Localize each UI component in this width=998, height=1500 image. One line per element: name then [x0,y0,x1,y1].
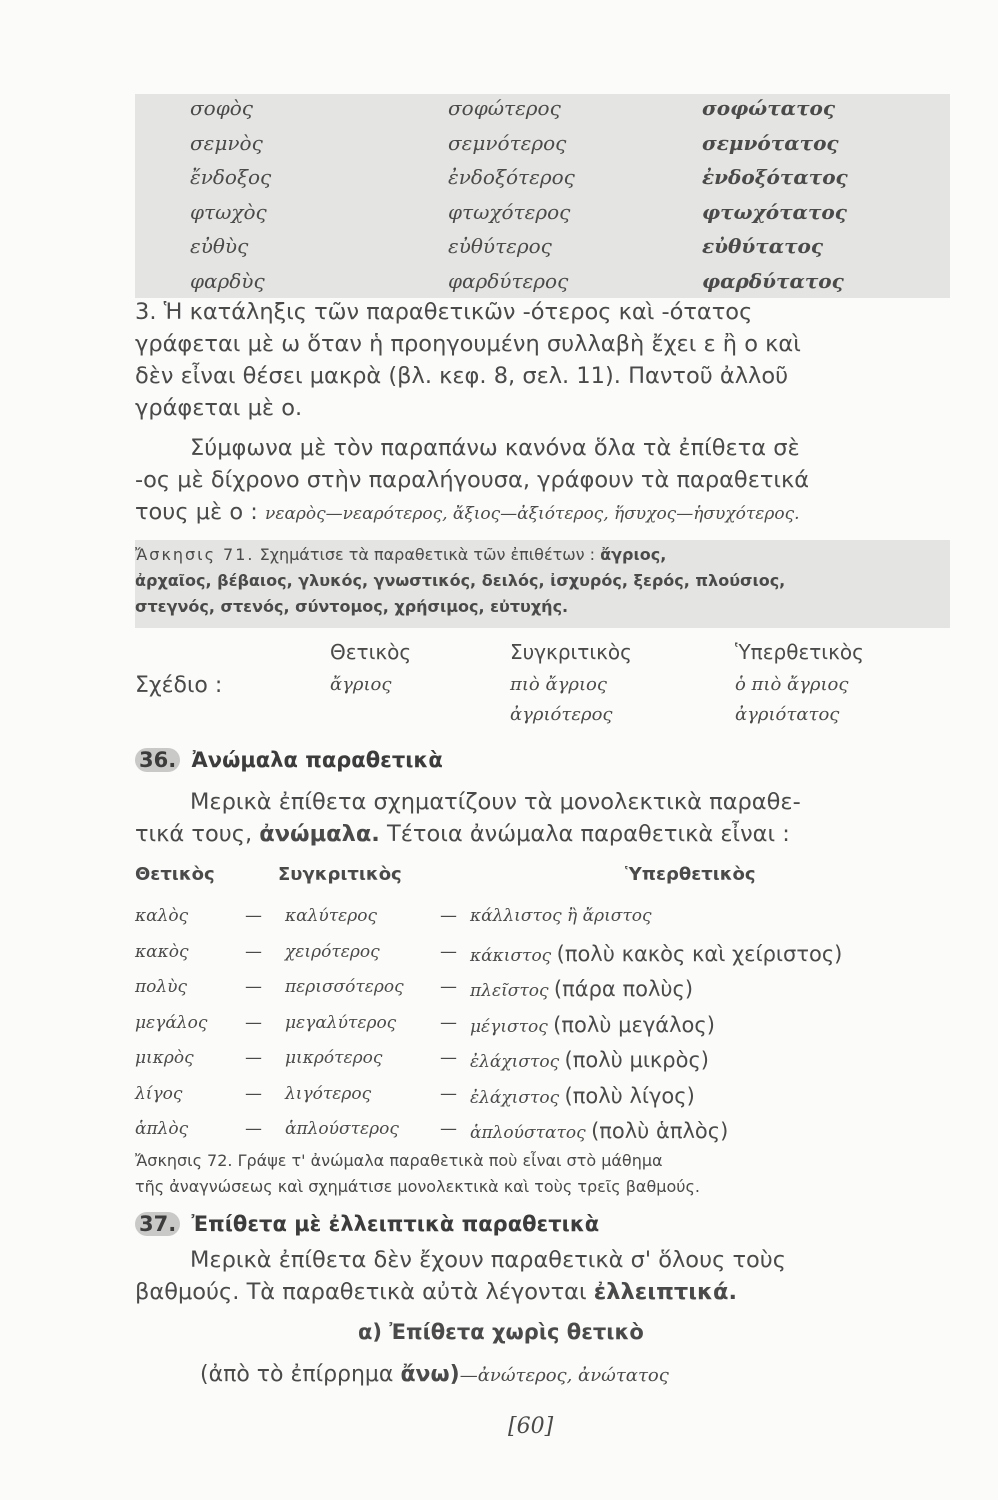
irregular-dash: — [440,977,457,997]
exercise-72-line-2: τῆς ἀναγνώσεως καὶ σχημάτισε μονολεκτικὰ καὶ τοὺς τρεῖς βαθμούς. [135,1177,700,1196]
irregular-superlative-cell [470,1013,715,1037]
irregular-superlative-cell [470,1084,695,1108]
schema-head-positive: Θετικὸς [330,640,412,664]
rule-3-line-4: γράφεται μὲ ο. [135,395,303,421]
section-36-line-2-prefix: τικά τους, [135,821,253,847]
irregular-dash: — [245,1012,262,1033]
comparison-table [190,96,848,303]
section-36-line-1: Μερικὰ ἐπίθετα σχηματίζουν τὰ μονολεκτικὰ παραθε- [190,789,801,815]
irregular-dash: — [440,1083,457,1104]
irregular-comparative: καλύτερος [285,906,378,926]
rule-3-paragraph [135,296,935,424]
comparison-row [190,130,839,166]
section-37-title: Ἐπίθετα μὲ ἐλλειπτικὰ παραθετικὰ [191,1212,600,1236]
irregular-superlative: ἐλάχιστος [470,1087,560,1108]
irregular-superlative-cell [470,977,693,1001]
comparison-positive: σεμνὸς [190,130,263,155]
conform-paragraph [135,432,935,530]
comparison-superlative: φαρδύτατος [702,268,844,293]
irregular-positive: πολὺς [135,977,188,997]
comparison-row [190,165,848,200]
comparison-comparative: εὐθύτερος [448,234,552,258]
section-37-paragraph [135,1244,935,1308]
irregular-positive: μεγάλος [135,1012,208,1033]
schema-comparative-2: ἀγριότερος [510,704,613,725]
comparison-positive: εὐθὺς [190,234,249,258]
comparison-superlative: εὐθύτατος [702,234,824,258]
section-37-line-2 [135,1276,935,1308]
irregular-dash: — [440,1048,457,1068]
irregular-dash: — [245,1083,262,1104]
conform-line-1: Σύμφωνα μὲ τὸν παραπάνω κανόνα ὅλα τὰ ἐπίθετα σὲ [190,435,800,461]
irregular-dash: — [440,1012,457,1033]
irregular-comparative: λιγότερος [285,1083,372,1104]
comparison-superlative: φτωχότατος [702,199,847,224]
irregular-head-positive: Θετικὸς [135,864,215,885]
exercise-71-words-1: ἄγριος, [600,545,667,564]
comparison-positive: σοφὸς [190,96,253,120]
irregular-positive: καλὸς [135,906,189,926]
exercise-72 [135,1148,935,1200]
section-36-line-2 [135,818,935,850]
irregular-note: (πολὺ μεγάλος) [553,1012,715,1037]
irregular-table [135,906,955,1155]
irregular-row [135,1013,955,1049]
irregular-dash: — [245,1119,262,1139]
schema-label: Σχέδιο : [135,673,223,698]
irregular-dash: — [245,906,262,926]
exercise-71-line-1 [135,542,935,568]
irregular-comparative: περισσότερος [285,977,404,997]
irregular-row [135,977,955,1013]
conform-line-3 [135,496,935,530]
irregular-dash: — [245,1048,262,1068]
comparison-row [190,96,836,131]
section-37-example-prefix: (ἀπὸ τὸ ἐπίρρημα [200,1362,394,1387]
exercise-71-text: Σχημάτισε τὰ παραθετικὰ τῶν ἐπιθέτων : [259,545,596,564]
comparison-comparative: σοφώτερος [448,96,561,120]
comparison-row [190,234,830,269]
section-36-term-anomala: ἀνώμαλα. [259,821,380,847]
irregular-superlative-cell [470,1048,709,1072]
section-37-term-elleiptika: ἐλλειπτικά. [593,1279,737,1305]
section-37-example-word: ἄνω) [400,1362,460,1387]
irregular-superlative-cell [470,942,842,966]
schema-head-superlative: Ὑπερθετικὸς [735,640,864,664]
comparison-comparative: σεμνότερος [448,130,567,155]
irregular-comparative: χειρότερος [285,941,380,962]
section-37-example-forms: —ἀνώτερος, ἀνώτατος [459,1365,669,1386]
section-37-subheading: α) Ἐπίθετα χωρὶς θετικὸ [358,1320,644,1344]
irregular-dash: — [245,977,262,997]
irregular-superlative-cell [470,906,652,926]
irregular-note: (πολὺ ἁπλὸς) [591,1119,729,1143]
irregular-row [135,1084,955,1120]
irregular-note: (πάρα πολὺς) [553,977,694,1001]
exercise-71 [135,542,935,620]
section-37-number: 37. [135,1212,180,1236]
section-36-title: Ἀνώμαλα παραθετικὰ [191,748,443,772]
irregular-note: (πολὺ μικρὸς) [564,1048,709,1072]
conform-examples: νεαρὸς—νεαρότερος, ἄξιος—ἀξιότερος, ἥσυχος—ἡσυχότερος. [264,504,800,524]
section-37-heading [135,1212,599,1236]
irregular-superlative: πλεῖστος [470,981,549,1001]
irregular-head-comparative: Συγκριτικὸς [278,864,402,885]
rule-3-line-2: γράφεται μὲ ω ὅταν ἡ προηγουμένη συλλαβὴ ἔχει ε ἢ ο καὶ [135,331,801,357]
irregular-comparative: μεγαλύτερος [285,1012,397,1033]
irregular-superlative: κάκιστος [470,945,552,966]
irregular-comparative: μικρότερος [285,1048,383,1068]
section-36-number: 36. [135,748,180,772]
schema-comparative-1: πιὸ ἄγριος [510,674,607,695]
section-36-line-2-suffix: Τέτοια ἀνώμαλα παραθετικὰ εἶναι : [387,821,790,847]
schema-head-comparative: Συγκριτικὸς [510,640,632,664]
section-36-paragraph [135,786,935,850]
comparison-positive: φτωχὸς [190,199,267,224]
irregular-dash: — [440,1119,457,1139]
irregular-positive: ἁπλὸς [135,1119,189,1139]
irregular-superlative: κάλλιστος ἢ ἄριστος [470,906,652,926]
comparison-superlative: ἐνδοξότατος [702,165,848,189]
irregular-note: (πολὺ λίγος) [564,1083,695,1108]
comparison-comparative: φτωχότερος [448,199,571,224]
rule-3-line-3: δὲν εἶναι θέσει μακρὰ (βλ. κεφ. 8, σελ. 11). Παντοῦ ἀλλοῦ [135,363,789,389]
schema-superlative-2: ἀγριότατος [735,704,840,725]
irregular-row [135,942,955,978]
irregular-positive: λίγος [135,1083,183,1104]
exercise-72-line-1: Ἄσκησις 72. Γράψε τ' ἀνώμαλα παραθετικὰ ποὺ εἶναι στὸ μάθημα [135,1151,663,1170]
exercise-71-words-2: ἀρχαῖος, βέβαιος, γλυκός, γνωστικός, δειλός, ἰσχυρός, ξερός, πλούσιος, [135,571,786,590]
irregular-row [135,1048,955,1084]
irregular-head-superlative: Ὑπερθετικὸς [625,864,756,885]
comparison-positive: ἔνδοξος [190,165,272,189]
irregular-positive: κακὸς [135,941,189,962]
irregular-superlative-cell [470,1119,728,1143]
schema-superlative-1: ὁ πιὸ ἄγριος [735,674,849,695]
conform-line-2: -ος μὲ δίχρονο στὴν παραλήγουσα, γράφουν τὰ παραθετικά [135,467,810,493]
page-number: [60] [508,1414,554,1439]
schema-positive: ἄγριος [330,674,392,695]
irregular-dash: — [440,941,457,962]
irregular-superlative: ἁπλούστατος [470,1123,586,1143]
irregular-row [135,906,955,942]
section-36-heading [135,748,443,772]
comparison-superlative: σεμνότατος [702,130,839,155]
irregular-superlative: μέγιστος [470,1016,548,1037]
comparison-positive: φαρδὺς [190,268,265,293]
exercise-71-words-3: στεγνός, στενός, σύντομος, χρήσιμος, εὐτυχής. [135,597,569,616]
irregular-positive: μικρὸς [135,1048,194,1068]
section-37-line-2-prefix: βαθμούς. Τὰ παραθετικὰ αὐτὰ λέγονται [135,1279,587,1305]
rule-3-line-1: 3. Ἡ κατάληξις τῶν παραθετικῶν -ότερος καὶ -ότατος [135,299,753,325]
irregular-comparative: ἁπλούστερος [285,1119,399,1139]
comparison-comparative: ἐνδοξότερος [448,165,575,189]
comparison-row [190,199,847,235]
comparison-superlative: σοφώτατος [702,96,836,120]
irregular-superlative: ἐλάχιστος [470,1052,560,1072]
irregular-dash: — [245,941,262,962]
comparison-comparative: φαρδύτερος [448,268,569,293]
section-37-example [200,1362,669,1387]
irregular-note: (πολὺ κακὸς καὶ χείριστος) [556,941,843,966]
section-37-line-1: Μερικὰ ἐπίθετα δὲν ἔχουν παραθετικὰ σ' ὅλους τοὺς [190,1247,786,1273]
exercise-71-label: Ἄσκησις 71. [135,545,255,564]
irregular-dash: — [440,906,457,926]
conform-line-3-prefix: τους μὲ ο : [135,499,258,525]
